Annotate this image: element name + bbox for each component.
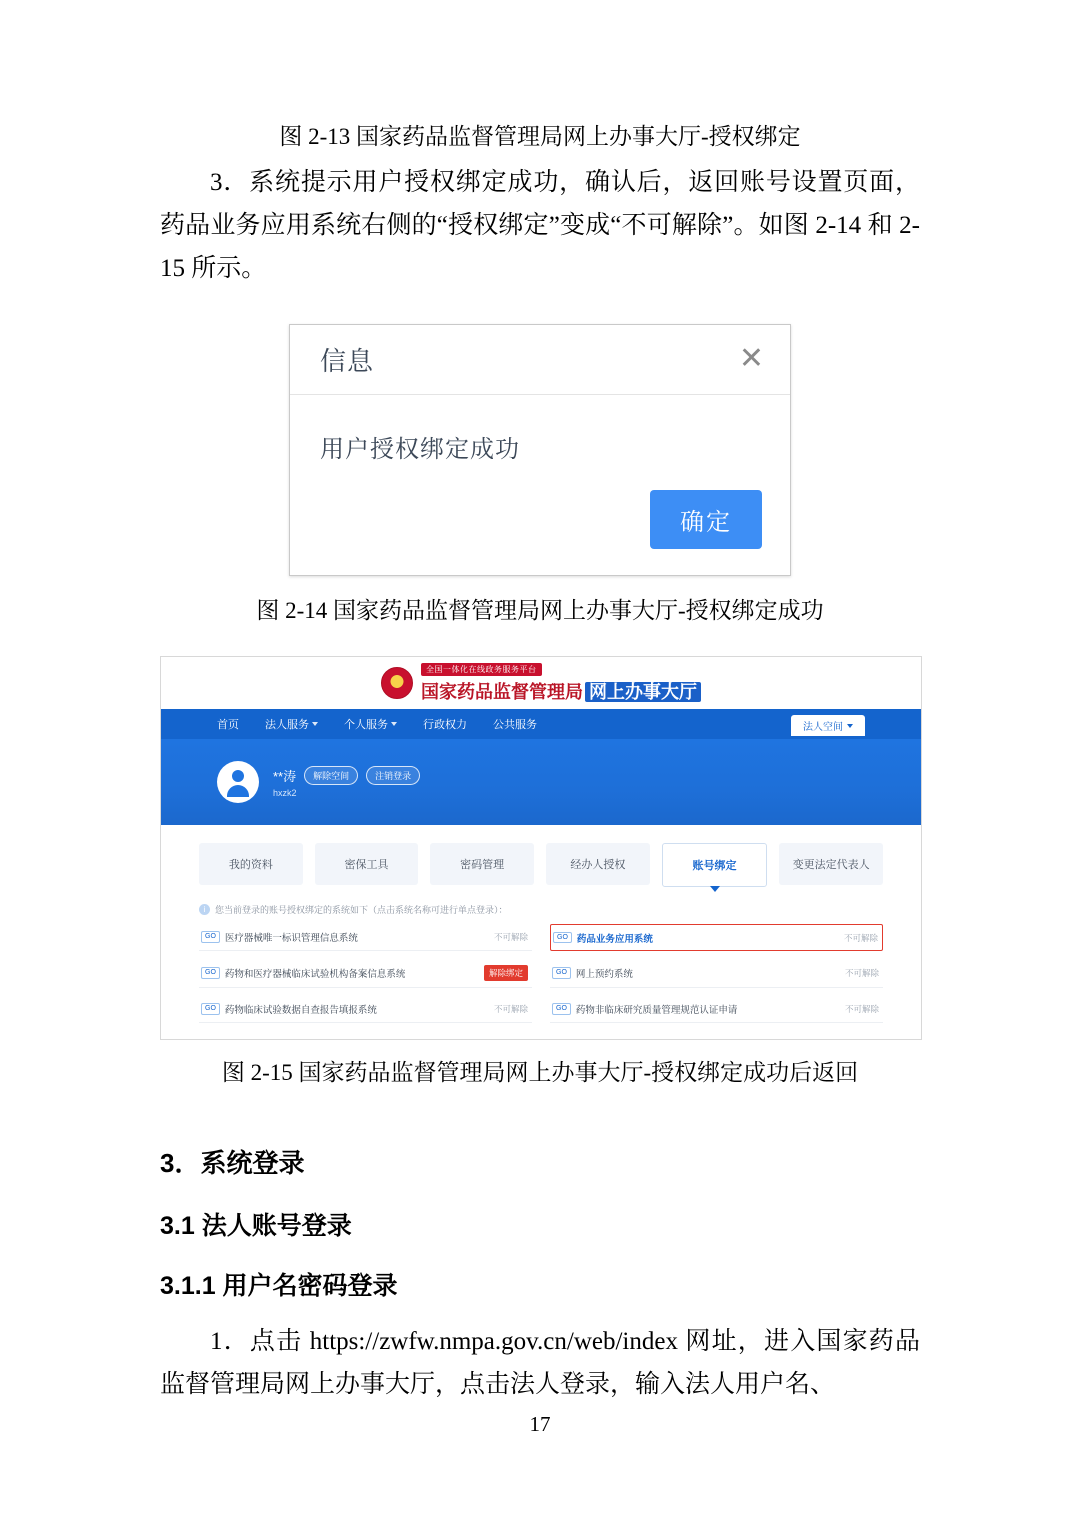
go-icon: GO <box>553 932 572 944</box>
national-emblem-icon <box>381 667 413 699</box>
dialog-title: 信息 <box>320 345 375 376</box>
unbind-button[interactable]: 解除绑定 <box>484 965 528 981</box>
figure-caption-2-13: 图 2-13 国家药品监督管理局网上办事大厅-授权绑定 <box>279 124 801 149</box>
tab-password-management[interactable]: 密码管理 <box>430 843 534 885</box>
heading-section-3: 3．系统登录 <box>160 1147 305 1178</box>
nav-item-personal-service[interactable]: 个人服务 <box>344 716 397 732</box>
heading-section-3-1-1: 3.1.1 用户名密码登录 <box>160 1271 398 1300</box>
tab-change-legal-rep[interactable]: 变更法定代表人 <box>779 843 883 885</box>
paragraph-login-step-1: 1．点击 https://zwfw.nmpa.gov.cn/web/index 网址，进入国家药品监督管理局网上办事大厅，点击法人登录，输入法人用户名、 <box>160 1327 920 1398</box>
user-name: **涛 <box>273 769 297 784</box>
dialog-footer <box>290 474 790 575</box>
binding-status: 不可解除 <box>493 1004 528 1014</box>
unbind-space-button[interactable]: 解除空间 <box>304 766 358 785</box>
figure-2-15 <box>160 656 922 1040</box>
system-name: 网上预约系统 <box>575 969 633 980</box>
user-avatar-icon <box>217 761 259 803</box>
binding-status: 不可解除 <box>844 968 879 978</box>
logout-button[interactable]: 注销登录 <box>366 766 420 785</box>
tab-account-binding[interactable]: 账号绑定 <box>662 843 768 887</box>
system-name: 药物临床试验数据自查报告填报系统 <box>224 1005 377 1016</box>
nav-item-public-service[interactable]: 公共服务 <box>493 719 537 731</box>
portal-nav <box>161 709 921 739</box>
page-number: 17 <box>529 1412 551 1436</box>
brand-text <box>421 663 701 704</box>
tab-agent-authorization[interactable]: 经办人授权 <box>546 843 650 885</box>
brand-highlight: 网上办事大厅 <box>585 682 701 702</box>
figure-caption-2-14: 图 2-14 国家药品监督管理局网上办事大厅-授权绑定成功 <box>256 597 824 623</box>
portal-brand-bar <box>161 657 921 709</box>
tab-my-profile[interactable]: 我的资料 <box>199 843 303 885</box>
list-item[interactable] <box>550 924 883 951</box>
binding-status: 不可解除 <box>493 932 528 942</box>
binding-status: 不可解除 <box>844 1004 879 1014</box>
list-item[interactable] <box>199 959 532 988</box>
portal-account-settings <box>161 825 921 1039</box>
brand-sub-banner: 全国一体化在线政务服务平台 <box>421 663 542 676</box>
system-name: 药品业务应用系统 <box>576 933 653 945</box>
binding-status: 不可解除 <box>843 932 878 943</box>
nav-item-corporate-service[interactable]: 法人服务 <box>265 716 318 732</box>
list-item[interactable] <box>199 924 532 951</box>
user-account-id: hxzk2 <box>273 788 297 798</box>
chevron-down-icon <box>312 722 318 726</box>
go-icon: GO <box>552 1003 571 1015</box>
system-name: 药物和医疗器械临床试验机构备案信息系统 <box>224 969 406 980</box>
list-item[interactable] <box>550 996 883 1023</box>
go-icon: GO <box>201 967 220 979</box>
nav-item-home[interactable]: 首页 <box>217 719 239 731</box>
bound-systems-list <box>199 924 883 1023</box>
list-item[interactable] <box>550 959 883 988</box>
page-content <box>160 120 920 1406</box>
info-dialog <box>289 324 791 576</box>
system-name: 医疗器械唯一标识管理信息系统 <box>224 933 358 944</box>
chevron-down-icon <box>391 722 397 726</box>
portal-user-bar <box>161 739 921 825</box>
go-icon: GO <box>552 967 571 979</box>
system-name: 药物非临床研究质量管理规范认证申请 <box>575 1005 738 1016</box>
dialog-header <box>290 325 790 395</box>
dialog-message: 用户授权绑定成功 <box>320 435 520 463</box>
brand-main-title: 国家药品监督管理局 网上办事大厅 <box>421 678 701 704</box>
figure-caption-2-15: 图 2-15 国家药品监督管理局网上办事大厅-授权绑定成功后返回 <box>221 1060 859 1085</box>
tab-security-tools[interactable]: 密保工具 <box>315 843 419 885</box>
binding-tip-text: 您当前登录的账号授权绑定的系统如下（点击系统名称可进行单点登录）： <box>215 905 508 915</box>
nav-item-administrative-power[interactable]: 行政权力 <box>423 719 467 731</box>
info-icon: i <box>199 904 210 915</box>
corporate-space-button[interactable]: 法人空间 <box>791 715 865 736</box>
heading-section-3-1: 3.1 法人账号登录 <box>160 1211 352 1240</box>
list-item[interactable] <box>199 996 532 1023</box>
go-icon: GO <box>201 931 220 943</box>
account-tabs <box>199 843 883 887</box>
figure-2-14 <box>160 324 920 576</box>
user-info <box>273 766 420 798</box>
go-icon: GO <box>201 1003 220 1015</box>
close-icon[interactable]: ✕ <box>738 342 764 375</box>
chevron-down-icon <box>847 724 853 728</box>
paragraph-step-3: 3．系统提示用户授权绑定成功，确认后，返回账号设置页面，药品业务应用系统右侧的“授权绑定”变成“不可解除”。如图 2-14 和 2-15 所示。 <box>160 168 920 282</box>
binding-tip <box>199 903 883 916</box>
confirm-button[interactable]: 确定 <box>650 490 762 549</box>
